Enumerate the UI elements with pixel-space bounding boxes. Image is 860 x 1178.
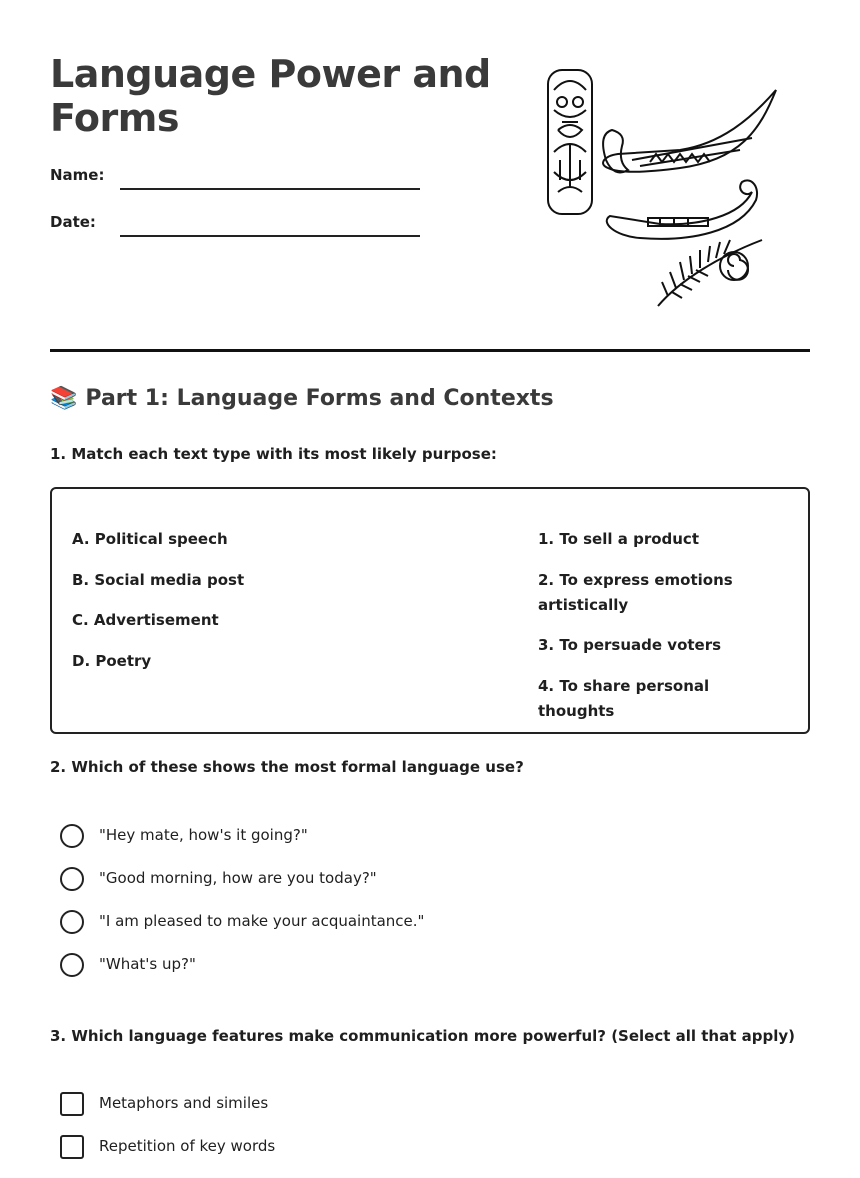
silver-fern-koru-icon	[658, 240, 762, 306]
match-item: 4. To share personal thoughts	[538, 676, 710, 720]
part1-heading	[50, 386, 554, 411]
match-item: A. Political speech	[72, 530, 228, 548]
match-item: 1. To sell a product	[538, 530, 699, 548]
match-item: B. Social media post	[72, 570, 245, 589]
match-item: D. Poetry	[72, 651, 152, 670]
purposes-column	[538, 527, 788, 739]
match-item: C. Advertisement	[72, 611, 219, 629]
part1-heading-text: Part 1: Language Forms and Contexts	[85, 386, 554, 411]
header-divider	[50, 349, 810, 352]
date-field	[50, 213, 430, 243]
name-write-line[interactable]	[120, 188, 420, 190]
option-label: Repetition of key words	[99, 1137, 276, 1155]
checkbox[interactable]	[60, 1092, 84, 1116]
match-item: 3. To persuade voters	[538, 636, 722, 654]
name-label: Name:	[50, 166, 105, 184]
matching-box	[50, 487, 810, 734]
question-1-prompt: 1. Match each text type with its most likely purpose:	[50, 445, 497, 463]
radio-button[interactable]	[60, 824, 84, 848]
checkbox[interactable]	[60, 1135, 84, 1159]
option-label: "Good morning, how are you today?"	[99, 869, 377, 887]
option-label: Metaphors and similes	[99, 1094, 269, 1112]
maori-art-illustration	[540, 60, 780, 315]
radio-button[interactable]	[60, 953, 84, 977]
waka-canoe-icon	[603, 90, 776, 172]
option-label: "What's up?"	[99, 955, 196, 973]
question-2-prompt: 2. Which of these shows the most formal language use?	[50, 758, 524, 776]
name-field	[50, 166, 430, 196]
radio-button[interactable]	[60, 910, 84, 934]
question-3-prompt: 3. Which language features make communication more powerful? (Select all that apply)	[50, 1027, 795, 1045]
date-write-line[interactable]	[120, 235, 420, 237]
worksheet-title: Language Power and Forms	[50, 52, 491, 140]
option-label: "I am pleased to make your acquaintance."	[99, 912, 425, 930]
text-types-column	[72, 527, 372, 689]
option-label: "Hey mate, how's it going?"	[99, 826, 308, 844]
date-label: Date:	[50, 213, 96, 231]
books-icon: 📚	[50, 386, 78, 411]
carved-pou-icon	[548, 70, 592, 214]
waka-canoe-icon	[607, 180, 757, 238]
match-item: 2. To express emotions artistically	[538, 570, 733, 614]
radio-button[interactable]	[60, 867, 84, 891]
